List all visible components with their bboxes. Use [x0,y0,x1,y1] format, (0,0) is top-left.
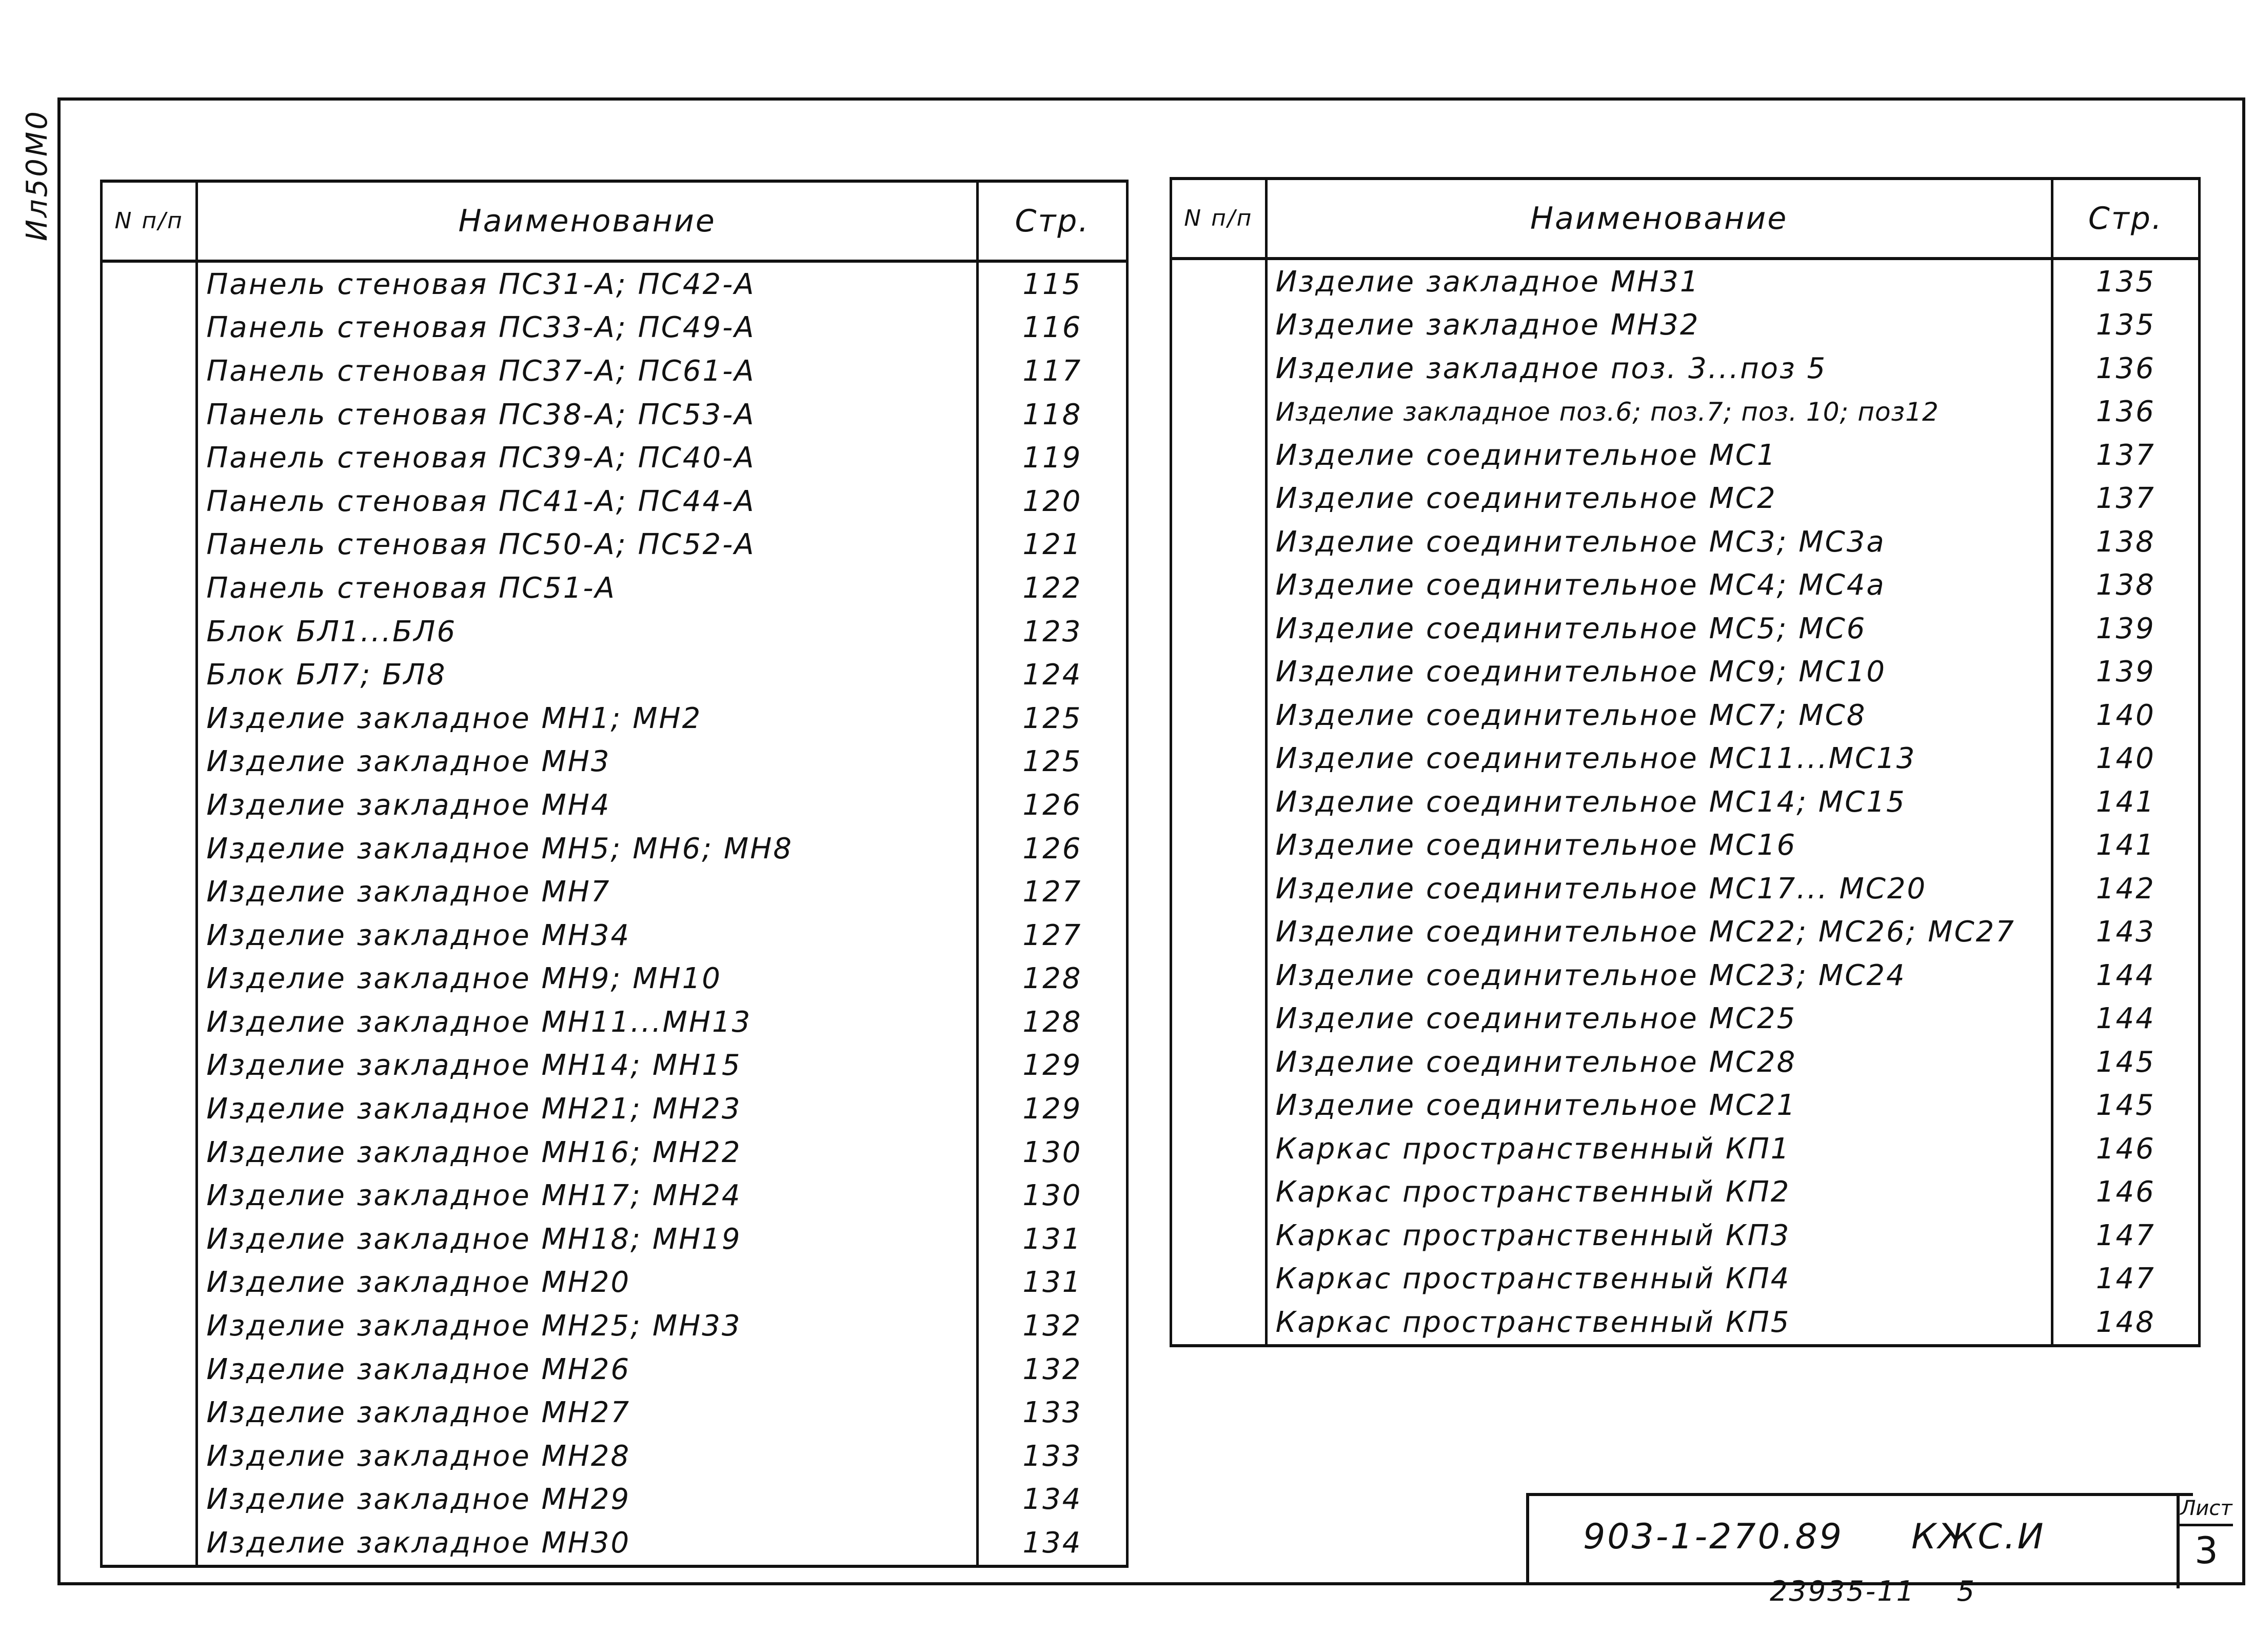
row-name: Изделие закладное МН4 [197,783,978,827]
table-row [102,1000,1128,1044]
row-number [102,1521,197,1566]
row-name: Изделие закладное МН7 [197,870,978,914]
table-row [102,1391,1128,1434]
table-row [102,1348,1128,1391]
row-name: Панель стеновая ПС50-А; ПС52-А [197,523,978,567]
row-number [1171,1040,1267,1084]
row-number [1171,1257,1267,1301]
table-row [1171,1040,2200,1084]
table-row [1171,1301,2200,1346]
table-row [1171,607,2200,651]
table-row [1171,1084,2200,1128]
row-page: 118 [977,393,1127,437]
row-name: Изделие закладное МН5; МН6; МН8 [197,827,978,871]
table-row [102,957,1128,1001]
table-row [102,740,1128,784]
row-number [102,1348,197,1391]
right-table-body [1171,259,2200,1346]
row-number [102,1261,197,1305]
sheet-label: Лист [2180,1493,2233,1526]
row-page: 142 [2052,867,2199,911]
table-row [102,523,1128,567]
row-name: Блок БЛ1...БЛ6 [197,610,978,654]
row-name: Изделие соединительное МС28 [1266,1040,2052,1084]
row-number [1171,867,1267,911]
row-page: 139 [2052,607,2199,651]
row-name: Изделие закладное МН29 [197,1478,978,1522]
row-number [102,566,197,610]
row-page: 126 [977,827,1127,871]
row-number [102,697,197,740]
row-name: Изделие закладное МН17; МН24 [197,1174,978,1217]
table-row [102,653,1128,697]
row-name: Блок БЛ7; БЛ8 [197,653,978,697]
row-page: 147 [2052,1214,2199,1257]
table-row [1171,347,2200,390]
row-number [102,1391,197,1434]
table-row [102,1521,1128,1566]
left-table-body [102,261,1128,1566]
right-index-table [1170,177,2201,1347]
row-page: 139 [2052,651,2199,694]
header-name: Наименование [197,181,978,261]
table-row [1171,1257,2200,1301]
row-page: 143 [2052,911,2199,954]
row-page: 116 [977,306,1127,350]
row-page: 128 [977,957,1127,1001]
row-name: Панель стеновая ПС51-А [197,566,978,610]
table-row [102,306,1128,350]
header-name: Наименование [1266,179,2052,259]
row-name: Изделие закладное МН11...МН13 [197,1000,978,1044]
row-name: Изделие закладное МН27 [197,1391,978,1434]
row-name: Изделие соединительное МС2 [1266,477,2052,521]
table-row [1171,520,2200,564]
row-page: 122 [977,566,1127,610]
row-name: Изделие соединительное МС17... МС20 [1266,867,2052,911]
row-name: Изделие закладное МН34 [197,914,978,957]
row-number [1171,1084,1267,1128]
row-name: Изделие закладное поз.6; поз.7; поз. 10; поз12 [1266,390,2052,434]
row-number [1171,564,1267,607]
row-name: Панель стеновая ПС41-А; ПС44-А [197,480,978,523]
row-page: 132 [977,1304,1127,1348]
table-row [102,1434,1128,1478]
row-name: Каркас пространственный КП2 [1266,1171,2052,1214]
inventory-number: 23935-11 [1770,1575,1915,1607]
row-name: Изделие закладное МН30 [197,1521,978,1566]
row-name: Изделие соединительное МС25 [1266,997,2052,1041]
row-number [1171,347,1267,390]
row-page: 129 [977,1044,1127,1088]
table-row [102,914,1128,957]
row-number [102,1000,197,1044]
table-row [1171,997,2200,1041]
row-number [102,1174,197,1217]
row-name: Изделие закладное МН14; МН15 [197,1044,978,1088]
table-row [1171,304,2200,347]
row-page: 129 [977,1087,1127,1131]
row-name: Панель стеновая ПС37-А; ПС61-А [197,349,978,393]
row-page: 123 [977,610,1127,654]
row-page: 124 [977,653,1127,697]
row-number [1171,954,1267,997]
row-name: Изделие соединительное МС14; МС15 [1266,780,2052,824]
row-number [102,1217,197,1261]
header-num: N п/п [102,181,197,261]
table-row [1171,780,2200,824]
table-row [1171,1127,2200,1171]
row-number [1171,477,1267,521]
row-page: 137 [2052,477,2199,521]
row-name: Изделие соединительное МС1 [1266,434,2052,477]
table-row [102,261,1128,306]
row-page: 138 [2052,564,2199,607]
row-name: Изделие закладное МН3 [197,740,978,784]
row-page: 145 [2052,1040,2199,1084]
table-row [102,610,1128,654]
row-page: 137 [2052,434,2199,477]
table-row [1171,737,2200,781]
footer-page: 5 [1956,1575,1976,1607]
row-page: 131 [977,1217,1127,1261]
row-page: 130 [977,1174,1127,1217]
row-page: 136 [2052,390,2199,434]
row-page: 148 [2052,1301,2199,1346]
sheet-number: 3 [2194,1529,2218,1572]
row-name: Изделие соединительное МС4; МС4а [1266,564,2052,607]
row-name: Изделие соединительное МС3; МС3а [1266,520,2052,564]
row-page: 125 [977,697,1127,740]
document-code: 903-1-270.89 [1583,1517,1844,1557]
row-page: 140 [2052,737,2199,781]
row-page: 133 [977,1434,1127,1478]
row-name: Изделие соединительное МС7; МС8 [1266,694,2052,737]
row-number [1171,607,1267,651]
row-name: Изделие закладное МН18; МН19 [197,1217,978,1261]
row-page: 141 [2052,824,2199,868]
table-row [102,827,1128,871]
row-page: 127 [977,914,1127,957]
row-name: Изделие соединительное МС22; МС26; МС27 [1266,911,2052,954]
table-row [102,697,1128,740]
row-number [1171,1301,1267,1346]
row-number [102,480,197,523]
row-name: Изделие соединительное МС11...МС13 [1266,737,2052,781]
row-name: Изделие закладное МН20 [197,1261,978,1305]
title-block [1526,1493,2232,1585]
row-name: Изделие соединительное МС21 [1266,1084,2052,1128]
row-page: 132 [977,1348,1127,1391]
row-name: Панель стеновая ПС39-А; ПС40-А [197,436,978,480]
table-header-row [1171,179,2200,259]
row-number [1171,651,1267,694]
table-row [1171,390,2200,434]
header-page: Стр. [2052,179,2199,259]
row-name: Изделие соединительное МС9; МС10 [1266,651,2052,694]
table-row [102,1044,1128,1088]
table-row [1171,564,2200,607]
table-row [1171,259,2200,304]
table-row [102,1217,1128,1261]
row-page: 134 [977,1478,1127,1522]
row-number [1171,520,1267,564]
row-page: 136 [2052,347,2199,390]
row-page: 147 [2052,1257,2199,1301]
table-row [1171,1171,2200,1214]
table-row [102,349,1128,393]
row-number [102,306,197,350]
row-number [1171,694,1267,737]
table-row [1171,867,2200,911]
row-page: 133 [977,1391,1127,1434]
row-number [102,783,197,827]
row-page: 135 [2052,304,2199,347]
row-name: Изделие соединительное МС23; МС24 [1266,954,2052,997]
row-number [102,827,197,871]
row-name: Панель стеновая ПС38-А; ПС53-А [197,393,978,437]
row-number [1171,434,1267,477]
row-number [102,436,197,480]
row-page: 115 [977,261,1127,306]
table-row [102,1087,1128,1131]
table-row [1171,434,2200,477]
row-name: Панель стеновая ПС33-А; ПС49-А [197,306,978,350]
table-row [102,1131,1128,1174]
row-page: 135 [2052,259,2199,304]
table-row [102,436,1128,480]
side-label: Ил50М0 [21,109,54,241]
row-number [1171,304,1267,347]
table-row [102,1304,1128,1348]
row-page: 144 [2052,954,2199,997]
row-number [102,870,197,914]
row-name: Панель стеновая ПС31-А; ПС42-А [197,261,978,306]
row-number [102,1304,197,1348]
row-page: 146 [2052,1171,2199,1214]
row-name: Изделие закладное МН9; МН10 [197,957,978,1001]
row-name: Изделие закладное МН1; МН2 [197,697,978,740]
table-row [1171,954,2200,997]
row-number [102,957,197,1001]
row-page: 127 [977,870,1127,914]
row-number [102,1434,197,1478]
table-row [102,1478,1128,1522]
row-name: Изделие соединительное МС16 [1266,824,2052,868]
table-row [102,1261,1128,1305]
row-number [102,1087,197,1131]
row-page: 131 [977,1261,1127,1305]
table-row [102,1174,1128,1217]
table-row [1171,1214,2200,1257]
row-number [102,914,197,957]
footer-inventory [1770,1575,1976,1607]
document-mark: КЖС.И [1911,1517,2046,1557]
row-name: Изделие закладное МН21; МН23 [197,1087,978,1131]
table-row [102,393,1128,437]
row-page: 144 [2052,997,2199,1041]
table-row [102,783,1128,827]
row-name: Изделие закладное МН26 [197,1348,978,1391]
row-page: 117 [977,349,1127,393]
row-page: 128 [977,1000,1127,1044]
header-page: Стр. [977,181,1127,261]
header-num: N п/п [1171,179,1267,259]
row-page: 134 [977,1521,1127,1566]
table-row [102,480,1128,523]
row-number [1171,259,1267,304]
row-number [1171,1127,1267,1171]
row-page: 141 [2052,780,2199,824]
row-number [102,740,197,784]
row-number [102,523,197,567]
row-name: Изделие соединительное МС5; МС6 [1266,607,2052,651]
row-name: Изделие закладное МН31 [1266,259,2052,304]
left-index-table [100,180,1129,1568]
table-row [1171,694,2200,737]
row-number [1171,1214,1267,1257]
row-page: 146 [2052,1127,2199,1171]
row-number [102,393,197,437]
row-page: 126 [977,783,1127,827]
row-name: Каркас пространственный КП4 [1266,1257,2052,1301]
row-number [1171,824,1267,868]
table-header-row [102,181,1128,261]
table-row [1171,651,2200,694]
table-row [1171,477,2200,521]
row-number [1171,911,1267,954]
table-row [102,870,1128,914]
row-page: 138 [2052,520,2199,564]
row-number [102,1044,197,1088]
row-page: 145 [2052,1084,2199,1128]
row-number [102,610,197,654]
row-page: 121 [977,523,1127,567]
row-name: Изделие закладное МН32 [1266,304,2052,347]
row-name: Изделие закладное МН25; МН33 [197,1304,978,1348]
row-page: 119 [977,436,1127,480]
row-name: Каркас пространственный КП3 [1266,1214,2052,1257]
row-name: Изделие закладное МН16; МН22 [197,1131,978,1174]
table-row [1171,824,2200,868]
row-number [102,261,197,306]
row-number [1171,997,1267,1041]
row-page: 120 [977,480,1127,523]
table-row [1171,911,2200,954]
row-name: Изделие закладное поз. 3...поз 5 [1266,347,2052,390]
sheet-box [2177,1493,2233,1588]
row-page: 130 [977,1131,1127,1174]
row-name: Каркас пространственный КП1 [1266,1127,2052,1171]
row-name: Каркас пространственный КП5 [1266,1301,2052,1346]
row-number [102,653,197,697]
row-name: Изделие закладное МН28 [197,1434,978,1478]
row-number [102,1478,197,1522]
row-page: 140 [2052,694,2199,737]
row-number [1171,737,1267,781]
row-number [102,349,197,393]
row-page: 125 [977,740,1127,784]
table-row [102,566,1128,610]
row-number [102,1131,197,1174]
row-number [1171,780,1267,824]
row-number [1171,390,1267,434]
row-number [1171,1171,1267,1214]
